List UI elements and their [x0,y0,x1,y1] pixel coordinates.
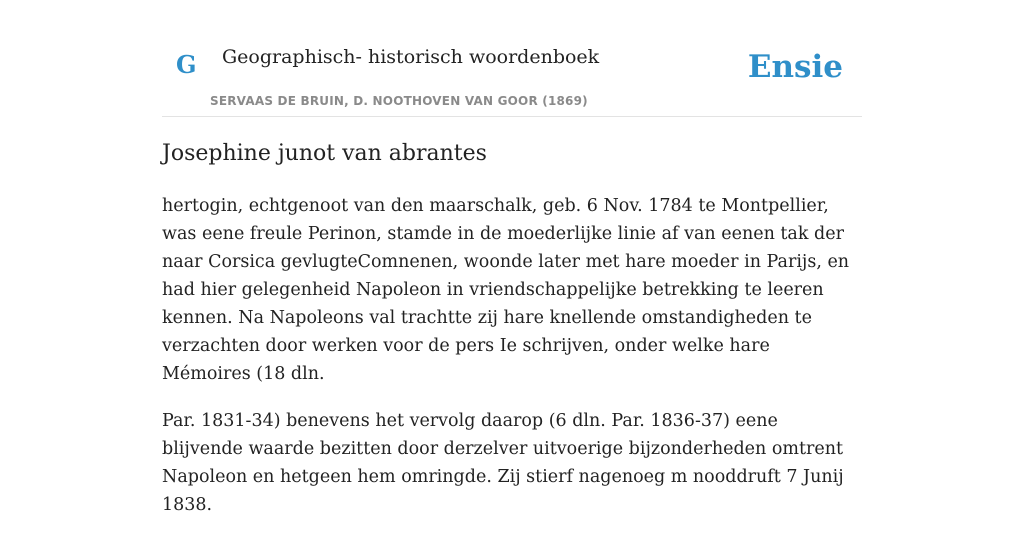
entry-title: Josephine junot van abrantes [162,141,487,166]
page-header [162,0,862,117]
entry-paragraph: hertogin, echtgenoot van den maarschalk, geb. 6 Nov. 1784 te Montpellier, was eene freule Perinon, stamde in de moederlijke linie af van eenen tak der naar Corsica gevlugteComnenen, woonde later met hare moeder in Parijs, en had hier gelegenheid Napoleon in vriendschappelijke betrekking te leeren kennen. Na Napoleons val trachtte zij hare knellende omstandigheden te verzachten door werken voor de pers Ie schrijven, onder welke hare Mémoires (18 dln. [162,196,850,384]
page-container [162,0,862,515]
entry-body [162,192,862,538]
ensie-logo[interactable]: Ensie [747,49,843,85]
book-authors: SERVAAS DE BRUIN, D. NOOTHOVEN VAN GOOR (1869) [210,94,588,108]
entry-paragraph: Par. 1831-34) benevens het vervolg daarop (6 dln. Par. 1836-37) eene blijvende waarde bezitten door derzelver uitvoerige bijzonderheden omtrent Napoleon en hetgeen hem omringde. Zij stierf nagenoeg m nooddruft 7 Junij 1838. [162,411,844,515]
book-title-link[interactable]: Geographisch- historisch woordenboek [222,46,600,68]
book-logo[interactable]: G [176,50,197,79]
